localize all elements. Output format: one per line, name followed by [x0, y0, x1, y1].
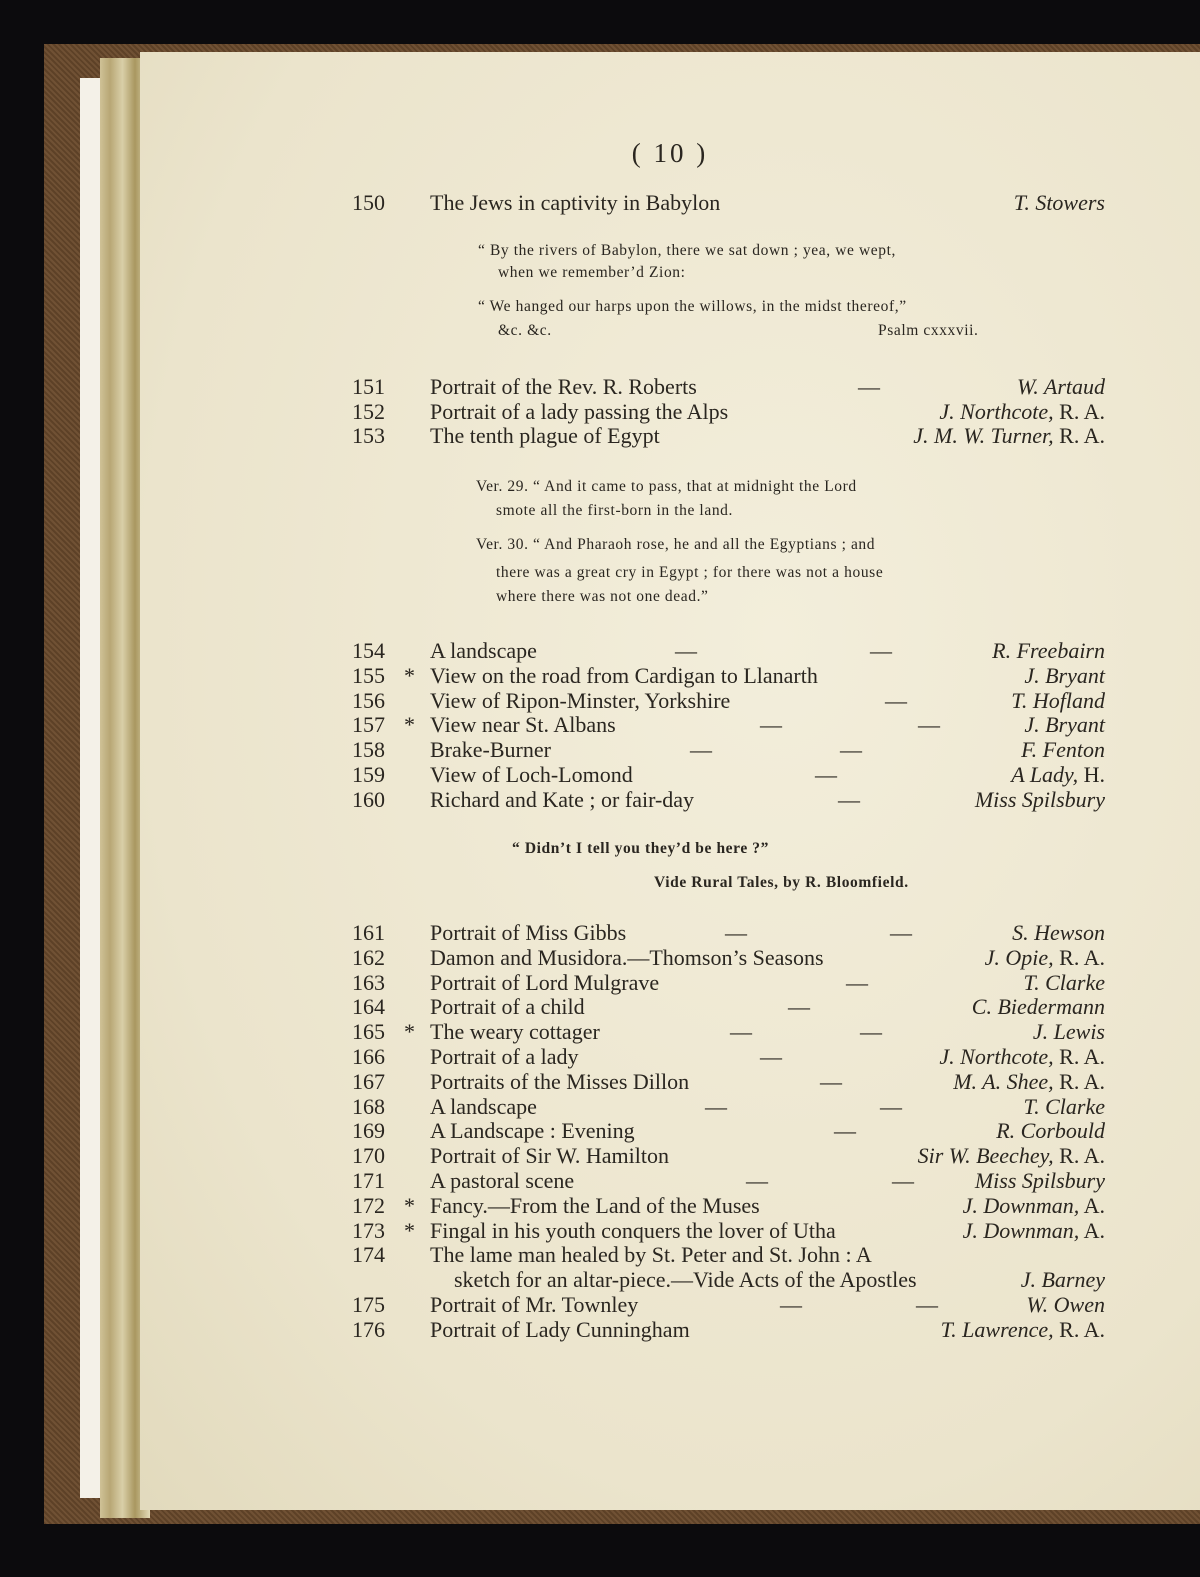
entry-number: 166	[352, 1044, 385, 1069]
leader-dash: —	[880, 1093, 902, 1119]
entry-artist: M. A. Shee, R. A.	[953, 1068, 1105, 1094]
entry-artist: T. Clarke	[1023, 969, 1105, 995]
entry-168	[140, 1094, 1200, 1120]
leader-dash: —	[860, 1019, 882, 1045]
leader-dash: —	[788, 994, 810, 1020]
entry-artist: Miss Spilsbury	[974, 786, 1105, 812]
entry-artist: J. Downman, A.	[962, 1192, 1105, 1218]
entry-173	[140, 1218, 1200, 1244]
entry-number: 163	[352, 969, 385, 995]
entry-artist: S. Hewson	[1012, 920, 1105, 945]
entry-artist: J. Downman, A.	[962, 1217, 1105, 1243]
leader-dash: —	[780, 1292, 802, 1317]
leader-dash: —	[675, 638, 697, 663]
entry-163	[140, 970, 1200, 996]
entry-artist: W. Owen	[1026, 1292, 1105, 1317]
entry-176	[140, 1317, 1200, 1343]
entry-169	[140, 1118, 1200, 1144]
entry-title: Portrait of a child	[430, 994, 585, 1020]
quote-exodus-line-5: where there was not one dead.”	[496, 588, 709, 605]
leader-dash: —	[690, 737, 712, 763]
entry-title: Portrait of Lord Mulgrave	[430, 969, 660, 995]
engraving-asterisk: *	[404, 662, 415, 688]
entry-number: 173	[352, 1217, 385, 1243]
entry-title: The weary cottager	[430, 1019, 600, 1045]
entry-artist: C. Biedermann	[971, 994, 1105, 1020]
entry-number: 156	[352, 687, 385, 713]
entry-150	[140, 190, 1200, 216]
quote-exodus-line-2: smote all the first-born in the land.	[496, 502, 733, 519]
entry-number: 154	[352, 638, 385, 663]
entry-number: 151	[352, 374, 385, 399]
quote-psalm-line-1: “ By the rivers of Babylon, there we sat down ; yea, we wept,	[478, 242, 896, 259]
entry-number: 174	[352, 1242, 385, 1268]
entry-title: The lame man healed by St. Peter and St. John : A	[430, 1242, 872, 1268]
quote-exodus-line-4: there was a great cry in Egypt ; for there was not a house	[496, 564, 884, 581]
entry-title: Portrait of Sir W. Hamilton	[430, 1143, 669, 1169]
leader-dash: —	[730, 1019, 752, 1045]
leader-dash: —	[885, 687, 907, 713]
entry-artist: Miss Spilsbury	[974, 1168, 1105, 1193]
leader-dash: —	[892, 1168, 914, 1193]
quote-exodus-line-1: Ver. 29. “ And it came to pass, that at midnight the Lord	[476, 478, 857, 495]
entry-title: A landscape	[430, 638, 537, 663]
entry-title: Brake-Burner	[430, 737, 551, 763]
entry-number: 168	[352, 1093, 385, 1119]
entry-number: 167	[352, 1068, 385, 1094]
entry-number: 155	[352, 662, 385, 688]
entry-number: 162	[352, 944, 385, 970]
entry-continuation	[140, 1267, 1200, 1293]
entry-artist: A Lady, H.	[1011, 762, 1105, 787]
entry-170	[140, 1143, 1200, 1169]
entry-151	[140, 374, 1200, 400]
engraving-asterisk: *	[404, 1019, 415, 1045]
entry-title: Portrait of the Rev. R. Roberts	[430, 374, 697, 399]
entry-artist: W. Artaud	[1016, 374, 1105, 399]
entry-artist: J. Northcote, R. A.	[939, 1044, 1105, 1069]
leader-dash: —	[890, 920, 912, 945]
entry-number: 165	[352, 1019, 385, 1045]
entry-title: Portrait of Miss Gibbs	[430, 920, 627, 945]
entry-number: 171	[352, 1168, 385, 1193]
entry-165	[140, 1019, 1200, 1045]
entry-152	[140, 399, 1200, 425]
entry-artist: J. Lewis	[1032, 1019, 1105, 1045]
entry-166	[140, 1044, 1200, 1070]
entry-title: Richard and Kate ; or fair-day	[430, 786, 695, 812]
entry-number: 160	[352, 786, 385, 812]
entry-artist: T. Clarke	[1023, 1093, 1105, 1119]
quote-psalm-line-4: &c. &c. Psalm cxxxvii.	[478, 320, 998, 342]
entry-number: 158	[352, 737, 385, 763]
entry-title: A Landscape : Evening	[430, 1118, 635, 1144]
entry-157	[140, 712, 1200, 738]
entry-artist: J. M. W. Turner, R. A.	[913, 423, 1105, 448]
leader-dash: —	[705, 1093, 727, 1119]
entry-number: 152	[352, 398, 385, 424]
entry-title: Portraits of the Misses Dillon	[430, 1068, 690, 1094]
entry-title: View on the road from Cardigan to Llanarth	[430, 662, 818, 688]
quote-rural-tales-line-2: Vide Rural Tales, by R. Bloomfield.	[654, 874, 909, 891]
entry-title: The Jews in captivity in Babylon	[430, 190, 721, 215]
entry-artist: J. Northcote, R. A.	[939, 398, 1105, 424]
leader-dash: —	[820, 1068, 842, 1094]
entry-160	[140, 787, 1200, 813]
entry-number: 176	[352, 1316, 385, 1342]
catalogue-page	[140, 52, 1200, 1510]
entry-artist: J. Barney	[1020, 1267, 1105, 1293]
entry-artist: R. Corbould	[996, 1118, 1105, 1144]
leader-dash: —	[916, 1292, 938, 1317]
entry-title: Portrait of Lady Cunningham	[430, 1316, 690, 1342]
leader-dash: —	[834, 1118, 856, 1144]
entry-159	[140, 762, 1200, 788]
entry-number: 175	[352, 1292, 385, 1317]
quote-exodus-line-3: Ver. 30. “ And Pharaoh rose, he and all the Egyptians ; and	[476, 536, 876, 553]
leader-dash: —	[846, 969, 868, 995]
entry-number: 170	[352, 1143, 385, 1169]
entry-title: A pastoral scene	[430, 1168, 575, 1193]
entry-artist: T. Hofland	[1011, 687, 1105, 713]
entry-174	[140, 1242, 1200, 1268]
entry-title: Portrait of Mr. Townley	[430, 1292, 639, 1317]
quote-rural-tales-line-1: “ Didn’t I tell you they’d be here ?”	[512, 840, 769, 857]
entry-title: Portrait of a lady passing the Alps	[430, 398, 729, 424]
entry-172	[140, 1193, 1200, 1219]
engraving-asterisk: *	[404, 1217, 415, 1243]
entry-number: 153	[352, 423, 385, 448]
entry-artist: T. Lawrence, R. A.	[940, 1316, 1105, 1342]
entry-171	[140, 1168, 1200, 1194]
entry-number: 172	[352, 1192, 385, 1218]
entry-number: 161	[352, 920, 385, 945]
entry-number: 157	[352, 712, 385, 738]
entry-artist: Sir W. Beechey, R. A.	[917, 1143, 1105, 1169]
entry-title: A landscape	[430, 1093, 537, 1119]
entry-title: View of Ripon-Minster, Yorkshire	[430, 687, 731, 713]
entry-153	[140, 423, 1200, 449]
leader-dash: —	[760, 1044, 782, 1069]
entry-162	[140, 945, 1200, 971]
entry-title: View near St. Albans	[430, 712, 616, 738]
page-number: ( 10 )	[631, 138, 709, 168]
entry-title: The tenth plague of Egypt	[430, 423, 660, 448]
entry-154	[140, 638, 1200, 664]
entry-title: Fingal in his youth conquers the lover of Utha	[430, 1217, 836, 1243]
leader-dash: —	[838, 786, 860, 812]
entry-number: 169	[352, 1118, 385, 1144]
entry-number: 159	[352, 762, 385, 787]
quote-psalm-line-2: when we remember’d Zion:	[498, 264, 686, 281]
leader-dash: —	[870, 638, 892, 663]
entry-161	[140, 920, 1200, 946]
quote-psalm-line-3: “ We hanged our harps upon the willows, in the midst thereof,”	[478, 298, 907, 315]
entry-artist: J. Bryant	[1024, 662, 1105, 688]
leader-dash: —	[815, 762, 837, 787]
entry-artist: F. Fenton	[1021, 737, 1105, 763]
psalm-reference: Psalm cxxxvii.	[878, 322, 979, 339]
entry-number: 164	[352, 994, 385, 1020]
entry-title: sketch for an altar-piece.—Vide Acts of the Apostles	[454, 1267, 917, 1293]
entry-175	[140, 1292, 1200, 1318]
entry-155	[140, 663, 1200, 689]
entry-title: Damon and Musidora.—Thomson’s Seasons	[430, 944, 824, 970]
entry-title: View of Loch-Lomond	[430, 762, 633, 787]
entry-artist: T. Stowers	[1013, 190, 1105, 215]
leader-dash: —	[918, 712, 940, 738]
entry-167	[140, 1069, 1200, 1095]
entry-title: Portrait of a lady	[430, 1044, 579, 1069]
entry-artist: J. Bryant	[1024, 712, 1105, 738]
engraving-asterisk: *	[404, 1192, 415, 1218]
entry-158	[140, 737, 1200, 763]
entry-156	[140, 688, 1200, 714]
entry-164	[140, 994, 1200, 1020]
engraving-asterisk: *	[404, 712, 415, 738]
entry-title: Fancy.—From the Land of the Muses	[430, 1192, 760, 1218]
entry-artist: J. Opie, R. A.	[984, 944, 1105, 970]
leader-dash: —	[725, 920, 747, 945]
leader-dash: —	[840, 737, 862, 763]
leader-dash: —	[746, 1168, 768, 1193]
entry-artist: R. Freebairn	[992, 638, 1105, 663]
entry-number: 150	[352, 190, 385, 215]
leader-dash: —	[760, 712, 782, 738]
leader-dash: —	[858, 374, 880, 399]
